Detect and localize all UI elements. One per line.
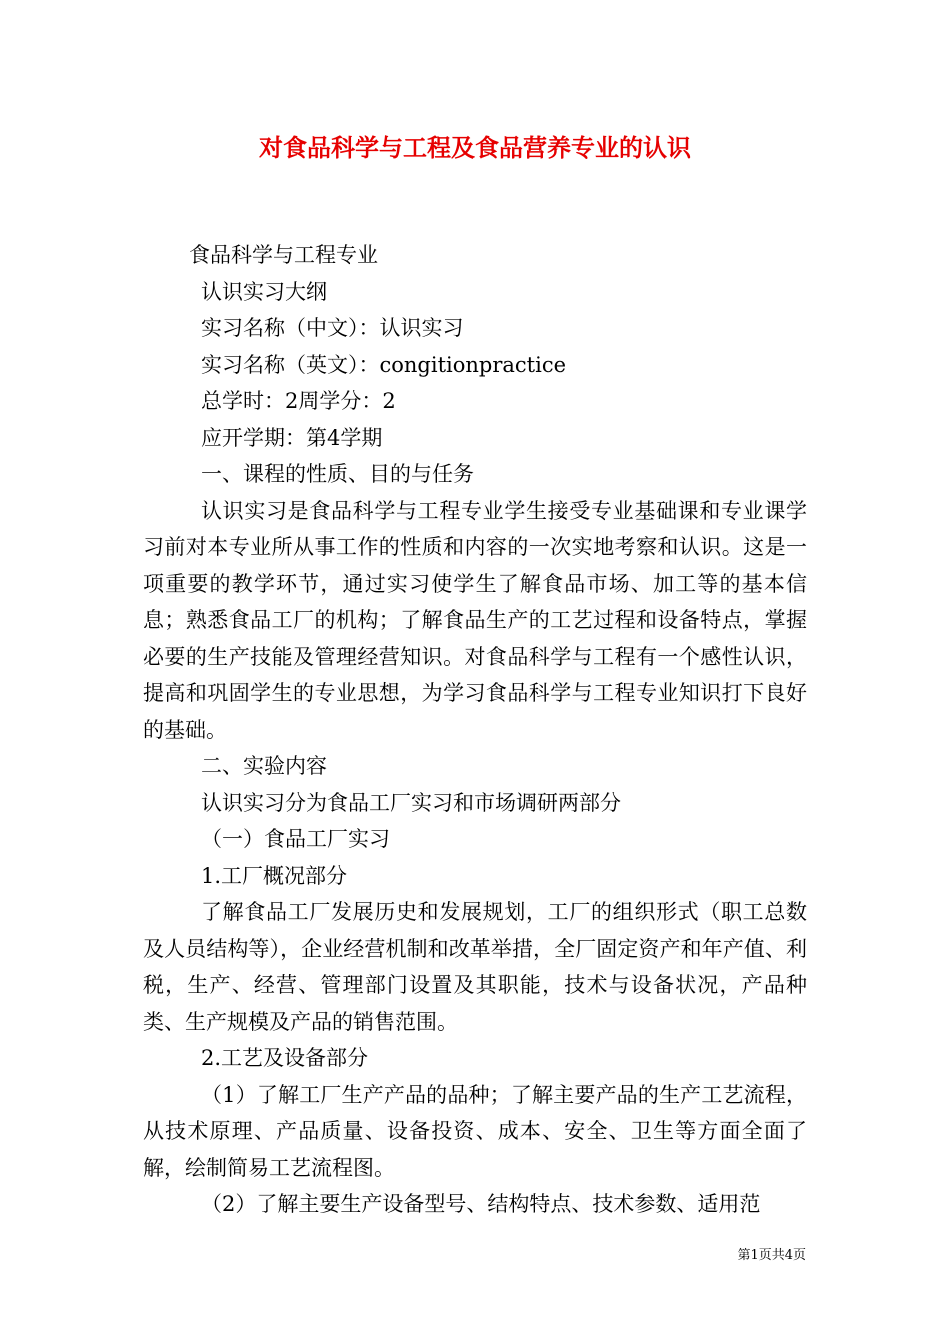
- page-number: 第1页共4页: [737, 1248, 806, 1263]
- subsection-heading: （一）食品工厂实习: [201, 827, 390, 851]
- paragraph-process: （1）了解工厂生产产品的品种；了解主要产品的生产工艺流程，从技术原理、产品质量、设备投资、成本、安全、卫生等方面全面了解，绘制简易工艺流程图。: [143, 1082, 807, 1180]
- field-name-cn: 实习名称（中文）：认识实习: [201, 316, 464, 340]
- document-body: [143, 237, 807, 1223]
- section-intro: 认识实习分为食品工厂实习和市场调研两部分: [201, 790, 621, 815]
- section-heading-1: 一、课程的性质、目的与任务: [201, 462, 474, 486]
- field-semester: 应开学期：第4学期: [201, 425, 383, 450]
- paragraph-purpose: 认识实习是食品科学与工程专业学生接受专业基础课和专业课学习前对本专业所从事工作的性质和内容的一次实地考察和认识。这是一项重要的教学环节，通过实习使学生了解食品市场、加工等的基本信息；熟悉食品工厂的机构；了解食品生产的工艺过程和设备特点，掌握必要的生产技能及管理经营知识。对食品科学与工程有一个感性认识，提高和巩固学生的专业思想，为学习食品科学与工程专业知识打下良好的基础。: [143, 498, 807, 742]
- heading-outline: 认识实习大纲: [201, 279, 327, 304]
- paragraph-equipment: （2）了解主要生产设备型号、结构特点、技术参数、适用范: [201, 1192, 761, 1216]
- heading-major: 食品科学与工程专业: [189, 243, 378, 267]
- section-heading-2: 二、实验内容: [201, 754, 327, 778]
- item-heading-1: 1.工厂概况部分: [201, 863, 348, 888]
- document-title: 对食品科学与工程及食品营养专业的认识: [259, 133, 691, 162]
- paragraph-factory-overview: 了解食品工厂发展历史和发展规划，工厂的组织形式（职工总数及人员结构等），企业经营机制和改革举措，全厂固定资产和年产值、利税，生产、经营、管理部门设置及其职能，技术与设备状况，产品种类、生产规模及产品的销售范围。: [143, 900, 807, 1034]
- item-heading-2: 2.工艺及设备部分: [201, 1046, 369, 1070]
- field-hours-credits: 总学时：2周学分：2: [201, 389, 396, 413]
- field-name-en: 实习名称（英文）：congitionpractice: [201, 352, 567, 377]
